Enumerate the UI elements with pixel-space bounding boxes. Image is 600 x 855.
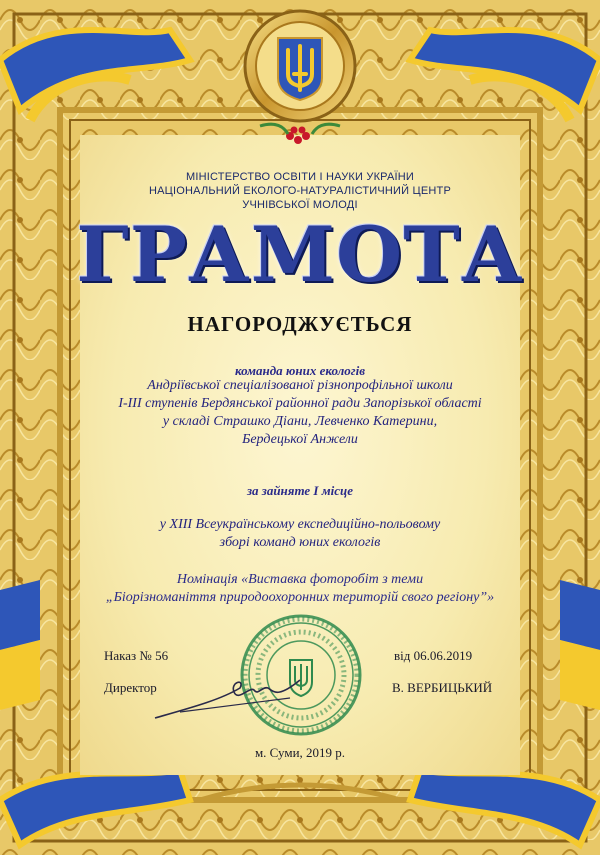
nomination-line-2: „Біорізноманіття природоохоронних територій свого регіону”» xyxy=(105,590,495,605)
event-line-1: у XIII Всеукраїнському експедиційно-польовому xyxy=(159,517,441,532)
recipient-line-4: Бердецької Анжели xyxy=(242,432,358,447)
director-name: В. ВЕРБИЦЬКИЙ xyxy=(392,680,493,695)
event-line-2: зборі команд юних екологів xyxy=(219,535,381,550)
recipient-line-2: І-ІІІ ступенів Бердянської районної ради Запорізької області xyxy=(118,396,482,411)
awarded-heading: НАГОРОДЖУЄТЬСЯ xyxy=(187,312,413,336)
trident-emblem-icon xyxy=(240,8,360,153)
order-date: від 06.06.2019 xyxy=(394,648,473,663)
ministry-line-1: МІНІСТЕРСТВО ОСВІТИ І НАУКИ УКРАЇНИ xyxy=(185,171,415,183)
director-label: Директор xyxy=(104,680,157,695)
ministry-header xyxy=(0,170,600,212)
place-text: за зайняте І місце xyxy=(246,483,354,498)
nomination-line-1: Номінація «Виставка фоторобіт з теми xyxy=(176,572,424,587)
recipient-line-1: Андріївської спеціалізованої різнопрофільної школи xyxy=(147,378,453,393)
order-number: Наказ № 56 xyxy=(104,648,169,663)
ministry-line-2: НАЦІОНАЛЬНИЙ ЕКОЛОГО-НАТУРАЛІСТИЧНИЙ ЦЕНТР xyxy=(149,185,451,197)
city-year: м. Суми, 2019 р. xyxy=(254,745,346,760)
ministry-line-3: УЧНІВСЬКОЇ МОЛОДІ xyxy=(242,199,358,211)
recipient-title: команда юних екологів xyxy=(234,363,366,378)
certificate-title: ГРАМОТА xyxy=(76,210,524,299)
recipient-line-3: у складі Страшко Діани, Левченко Катерини, xyxy=(162,414,438,429)
director-signature xyxy=(150,668,350,728)
